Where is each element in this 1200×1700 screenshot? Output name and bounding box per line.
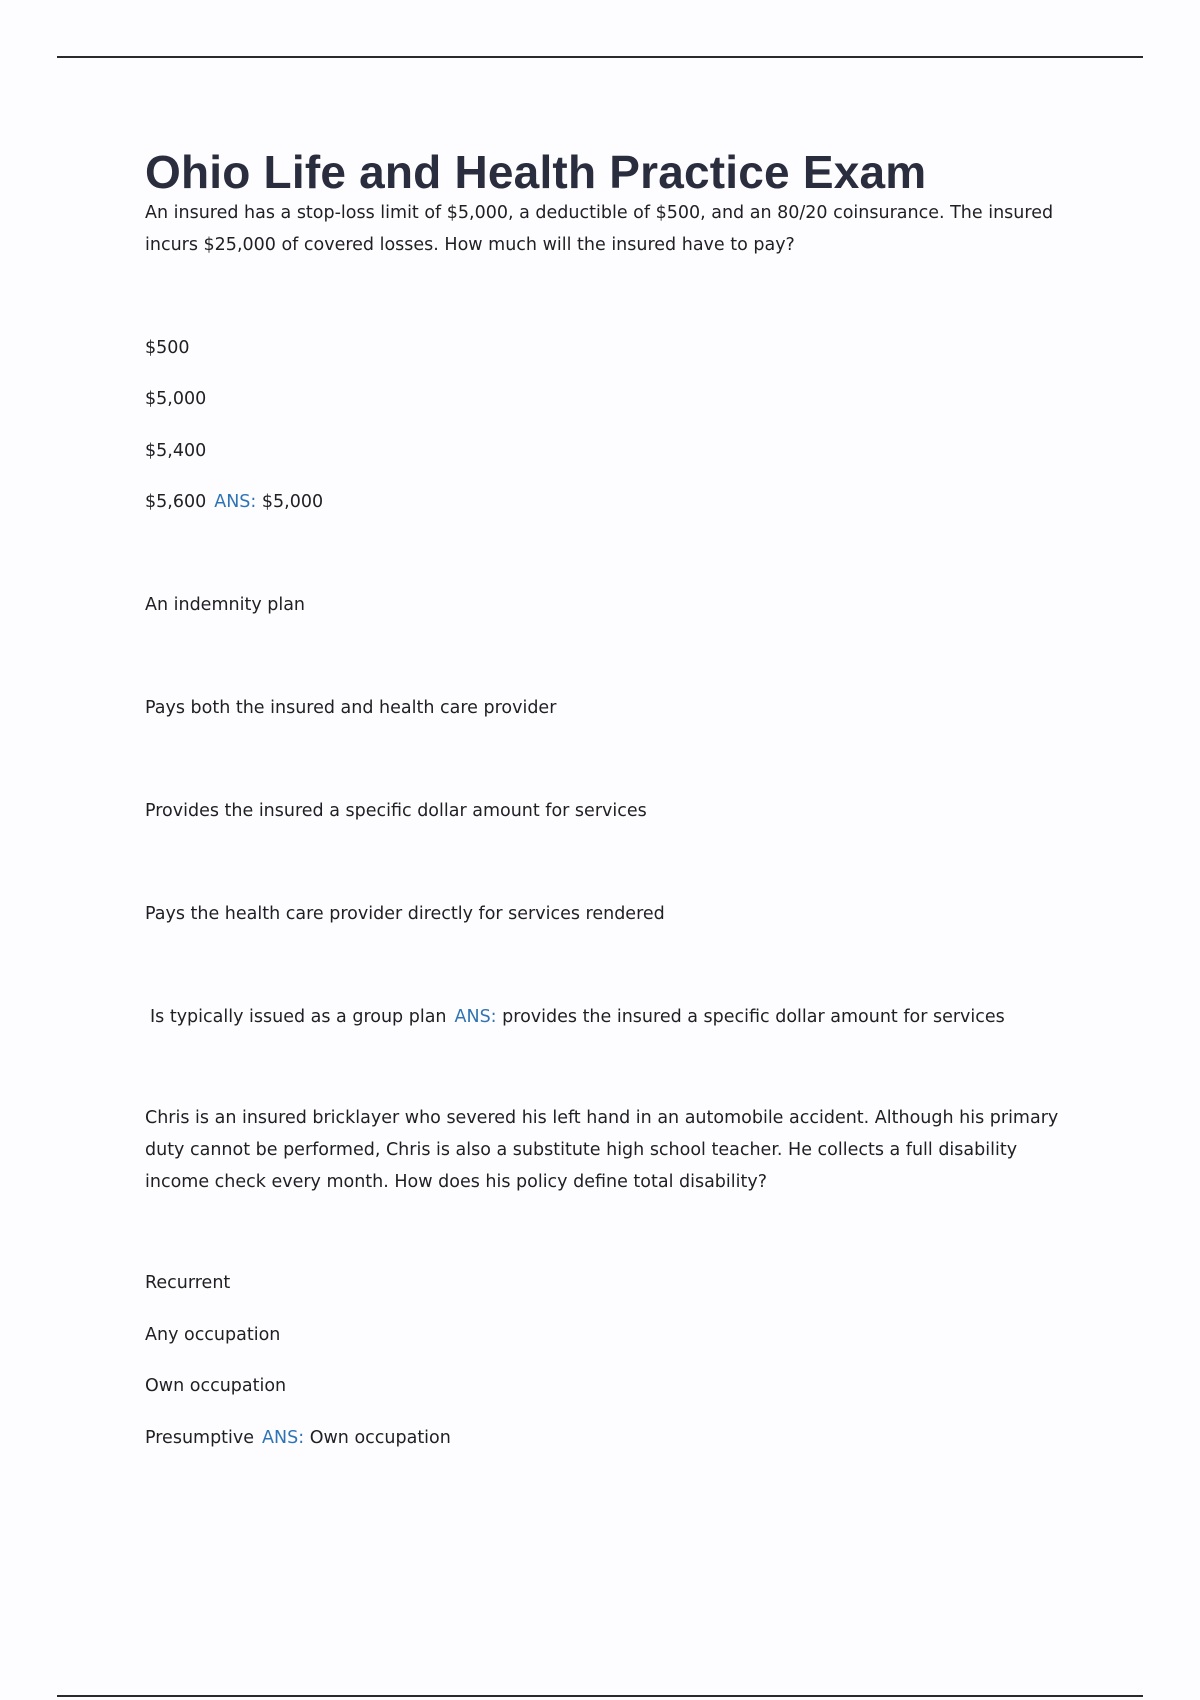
question-1-option-d-row xyxy=(145,486,323,518)
question-2-option-b: Provides the insured a specific dollar amount for services xyxy=(145,801,647,821)
question-1-option-c: $5,400 xyxy=(145,441,207,461)
question-3-option-a: Recurrent xyxy=(145,1273,231,1293)
top-rule xyxy=(57,56,1143,58)
question-1-option-a: $500 xyxy=(145,338,190,358)
question-3-answer-label: ANS: xyxy=(262,1428,305,1448)
question-1-answer: $5,000 xyxy=(261,492,324,512)
question-2-answer: provides the insured a specific dollar amount for services xyxy=(502,1007,1005,1027)
question-2-option-c: Pays the health care provider directly for services rendered xyxy=(145,904,665,924)
question-3-option-b: Any occupation xyxy=(145,1325,281,1345)
question-3-option-d-row xyxy=(145,1422,451,1454)
question-1-answer-label: ANS: xyxy=(214,492,257,512)
question-1-line-1: An insured has a stop-loss limit of $5,000, a deductible of $500, and an 80/20 coinsurance. The insured xyxy=(145,203,1054,223)
question-1-option-b: $5,000 xyxy=(145,389,207,409)
question-3-option-d: Presumptive xyxy=(145,1428,255,1448)
question-2-stem: An indemnity plan xyxy=(145,595,306,615)
question-1-line-2: incurs $25,000 of covered losses. How much will the insured have to pay? xyxy=(145,235,795,255)
question-3-line-3: income check every month. How does his policy define total disability? xyxy=(145,1172,768,1192)
question-2-answer-label: ANS: xyxy=(454,1007,497,1027)
question-3-line-2: duty cannot be performed, Chris is also a substitute high school teacher. He collects a full disability xyxy=(145,1140,1018,1160)
question-3-answer: Own occupation xyxy=(309,1428,451,1448)
question-2-option-d-row xyxy=(150,1001,1005,1033)
bottom-rule xyxy=(57,1695,1143,1697)
question-2-option-d: Is typically issued as a group plan xyxy=(150,1007,447,1027)
question-3-line-1: Chris is an insured bricklayer who severed his left hand in an automobile accident. Although his primary xyxy=(145,1108,1059,1128)
question-3-option-c: Own occupation xyxy=(145,1376,287,1396)
page-title: Ohio Life and Health Practice Exam xyxy=(145,146,927,198)
question-2-option-a: Pays both the insured and health care provider xyxy=(145,698,557,718)
question-1-option-d: $5,600 xyxy=(145,492,207,512)
